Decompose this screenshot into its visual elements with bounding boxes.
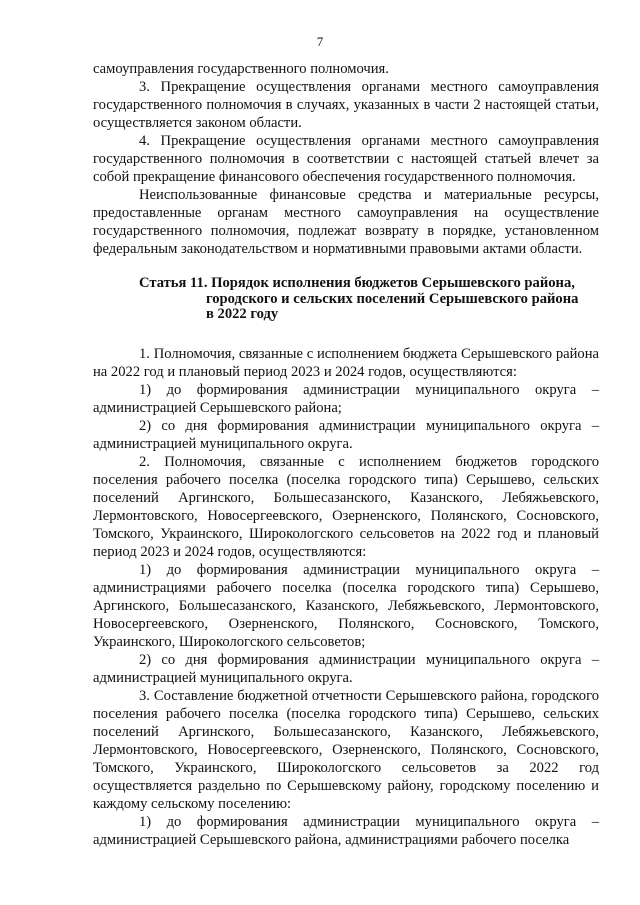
paragraph: 3. Составление бюджетной отчетности Серышевского района, городского поселения рабочего поселка (поселка городского типа) Серышево, сельских поселений Аргинского, Большесазанского, Казанского, Лебяжьевского, Лермонтовского, Новосергеевского, Озерненского, Полянского, Сосновского, Томского, Украинского, Широкологского сельсоветов за 2022 год осуществляется раздельно по Серышевскому району, городскому поселению и каждому сельскому поселению:: [93, 687, 599, 812]
paragraph: самоуправления государственного полномочия.: [93, 61, 389, 77]
article-heading-line-3: в 2022 году: [206, 306, 279, 322]
article-heading-line-1: Статья 11. Порядок исполнения бюджетов Серышевского района,: [139, 275, 575, 291]
paragraph: 4. Прекращение осуществления органами местного самоуправления государственного полномочия в соответствии с настоящей статьей влечет за собой прекращение финансового обеспечения государственного полномочия.: [93, 133, 599, 185]
paragraphs-after: [93, 345, 599, 849]
paragraph: 1) до формирования администрации муниципального округа – администрациями рабочего поселка (поселка городского типа) Серышево, Аргинского, Большесазанского, Казанского, Лебяжьевского, Лермонтовского, Новосергеевского, Озерненского, Полянского, Сосновского, Томского, Украинского, Широкологского сельсоветов;: [93, 561, 599, 650]
paragraphs-before: [93, 60, 599, 258]
paragraph: 2) со дня формирования администрации муниципального округа – администрацией муниципального округа.: [93, 651, 599, 686]
paragraph: Неиспользованные финансовые средства и материальные ресурсы, предоставленные органам местного самоуправления на осуществление государственного полномочия, подлежат возврату в порядке, установленном федеральным законодательством и нормативными правовыми актами области.: [93, 187, 599, 257]
paragraph: 1) до формирования администрации муниципального округа – администрацией Серышевского района;: [93, 381, 599, 416]
article-heading: [93, 276, 599, 323]
article-heading-line-2: городского и сельских поселений Серышевского района: [206, 290, 579, 307]
paragraph: 2. Полномочия, связанные с исполнением бюджетов городского поселения рабочего поселка (поселка городского типа) Серышево, сельских поселений Аргинского, Большесазанского, Казанского, Лебяжьевского, Лермонтовского, Новосергеевского, Озерненского, Полянского, Сосновского, Томского, Украинского, Широкологского сельсоветов на 2022 год и плановый период 2023 и 2024 годов, осуществляются:: [93, 453, 599, 560]
paragraph: 3. Прекращение осуществления органами местного самоуправления государственного полномочия в случаях, указанных в части 2 настоящей статьи, осуществляется законом области.: [93, 79, 599, 131]
document-body: [93, 60, 599, 849]
paragraph: 2) со дня формирования администрации муниципального округа – администрацией муниципального округа.: [93, 417, 599, 452]
paragraph: 1. Полномочия, связанные с исполнением бюджета Серышевского района на 2022 год и плановый период 2023 и 2024 годов, осуществляются:: [93, 345, 599, 380]
paragraph: 1) до формирования администрации муниципального округа – администрацией Серышевского района, администрациями рабочего поселка: [93, 813, 599, 848]
page-number: 7: [316, 34, 324, 49]
